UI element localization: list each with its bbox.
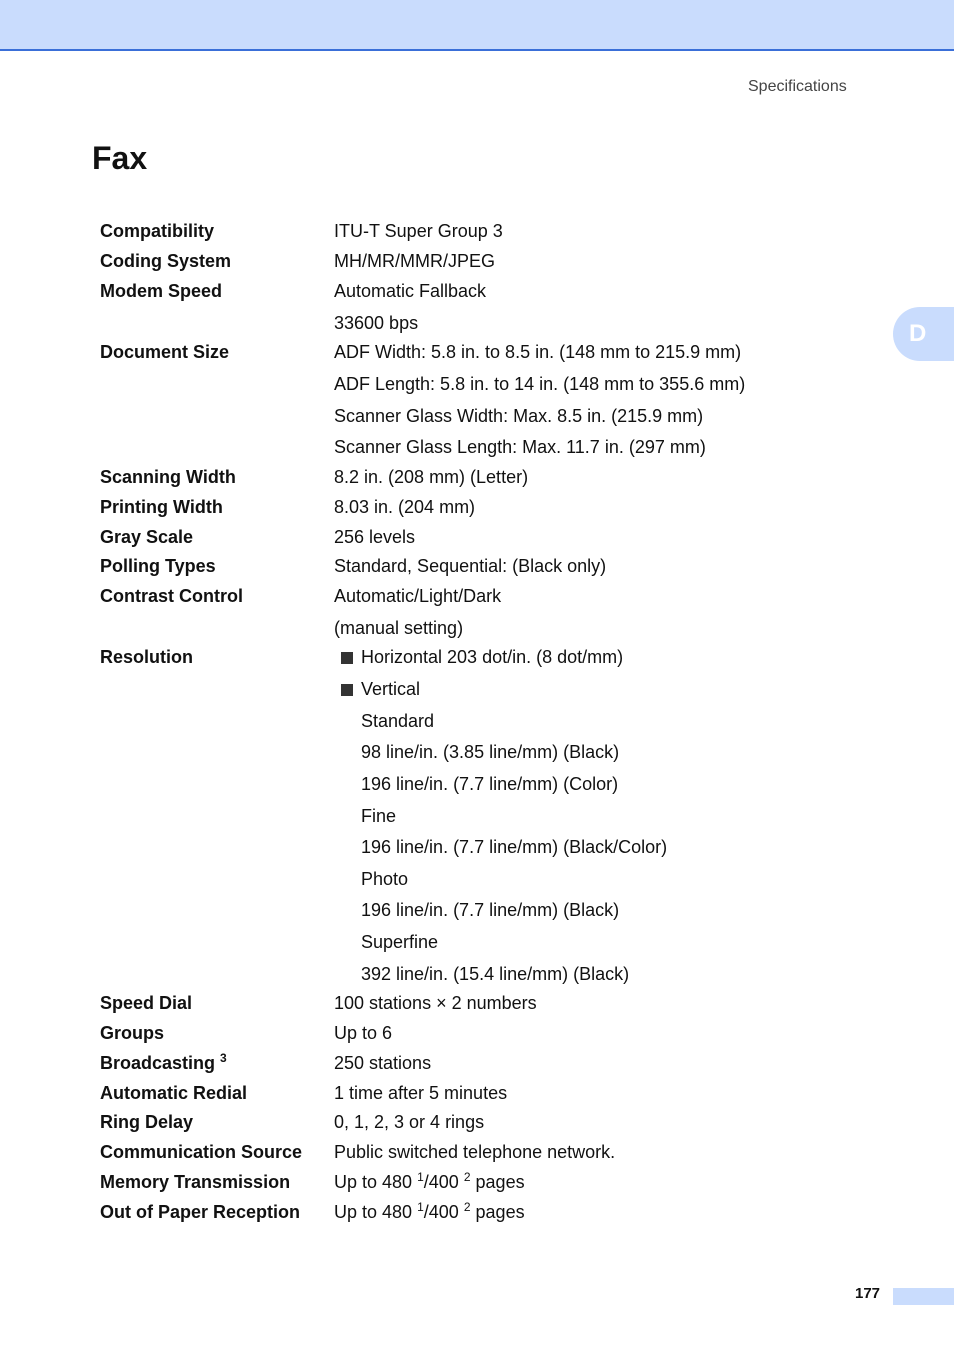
spec-value: 100 stations × 2 numbers	[334, 993, 537, 1013]
spec-label: Speed Dial	[100, 993, 193, 1013]
top-header-bar	[0, 0, 954, 51]
value-mid: /400	[423, 1172, 459, 1192]
spec-value: Automatic/Light/Dark	[334, 586, 502, 606]
spec-value: Fine	[361, 806, 397, 826]
spec-label: Compatibility	[100, 221, 215, 241]
chapter-tab	[893, 307, 954, 361]
spec-value: 8.2 in. (208 mm) (Letter)	[334, 467, 529, 487]
spec-label: Scanning Width	[100, 467, 236, 487]
spec-value: Photo	[361, 869, 409, 889]
footnote-ref: 2	[463, 1200, 471, 1214]
footnote-ref: 3	[220, 1051, 227, 1065]
spec-label: Communication Source	[100, 1142, 303, 1162]
footnote-ref: 1	[417, 1200, 424, 1214]
spec-value: ADF Length: 5.8 in. to 14 in. (148 mm to 355.6 mm)	[334, 374, 746, 394]
spec-value: Vertical	[361, 679, 421, 699]
spec-label: Resolution	[100, 647, 193, 667]
spec-value	[334, 1201, 525, 1223]
spec-value: 8.03 in. (204 mm)	[334, 497, 476, 517]
footnote-ref: 2	[463, 1170, 471, 1184]
spec-label: Modem Speed	[100, 281, 223, 301]
page-title: Fax	[92, 140, 148, 176]
spec-label: Memory Transmission	[100, 1172, 291, 1192]
spec-value	[334, 1171, 525, 1193]
spec-label: Coding System	[100, 251, 232, 271]
spec-value: 0, 1, 2, 3 or 4 rings	[334, 1112, 485, 1132]
spec-value: ITU-T Super Group 3	[334, 221, 503, 241]
spec-label-text: Broadcasting	[100, 1053, 216, 1073]
spec-value: (manual setting)	[334, 618, 464, 638]
spec-value: 196 line/in. (7.7 line/mm) (Black)	[361, 900, 620, 920]
spec-label	[100, 1052, 227, 1074]
spec-label: Automatic Redial	[100, 1083, 248, 1103]
spec-value: 196 line/in. (7.7 line/mm) (Black/Color)	[361, 837, 668, 857]
chapter-tab-letter: D	[909, 320, 927, 347]
spec-value: Up to 6	[334, 1023, 393, 1043]
spec-value: MH/MR/MMR/JPEG	[334, 251, 495, 271]
spec-value: Standard, Sequential: (Black only)	[334, 556, 607, 576]
value-suffix: pages	[475, 1172, 525, 1192]
page-number: 177	[855, 1285, 881, 1302]
spec-value: Standard	[361, 711, 435, 731]
spec-label: Printing Width	[100, 497, 223, 517]
spec-value: Superfine	[361, 932, 439, 952]
value-prefix: Up to 480	[334, 1172, 413, 1192]
spec-value: 196 line/in. (7.7 line/mm) (Color)	[361, 774, 619, 794]
value-prefix: Up to 480	[334, 1202, 413, 1222]
spec-label: Ring Delay	[100, 1112, 194, 1132]
spec-value: 1 time after 5 minutes	[334, 1083, 508, 1103]
value-mid: /400	[423, 1202, 459, 1222]
spec-value: 98 line/in. (3.85 line/mm) (Black)	[361, 742, 620, 762]
spec-label: Polling Types	[100, 556, 216, 576]
value-suffix: pages	[475, 1202, 525, 1222]
spec-value: 256 levels	[334, 527, 416, 547]
spec-label: Document Size	[100, 342, 230, 362]
spec-value: Public switched telephone network.	[334, 1142, 616, 1162]
running-header: Specifications	[748, 78, 847, 95]
footer-bar	[893, 1288, 954, 1305]
square-bullet-icon	[341, 652, 353, 664]
spec-value: Scanner Glass Width: Max. 8.5 in. (215.9 mm)	[334, 406, 704, 426]
spec-value: 392 line/in. (15.4 line/mm) (Black)	[361, 964, 630, 984]
spec-label: Out of Paper Reception	[100, 1202, 301, 1222]
spec-label: Contrast Control	[100, 586, 243, 606]
spec-value: Automatic Fallback	[334, 281, 487, 301]
spec-label: Gray Scale	[100, 527, 194, 547]
spec-value: Scanner Glass Length: Max. 11.7 in. (297 mm)	[334, 437, 706, 457]
spec-value: Horizontal 203 dot/in. (8 dot/mm)	[361, 647, 624, 667]
spec-label: Groups	[100, 1023, 165, 1043]
square-bullet-icon	[341, 684, 353, 696]
footnote-ref: 1	[417, 1170, 424, 1184]
spec-value: ADF Width: 5.8 in. to 8.5 in. (148 mm to 215.9 mm)	[334, 342, 742, 362]
spec-value: 33600 bps	[334, 313, 419, 333]
spec-value: 250 stations	[334, 1053, 432, 1073]
